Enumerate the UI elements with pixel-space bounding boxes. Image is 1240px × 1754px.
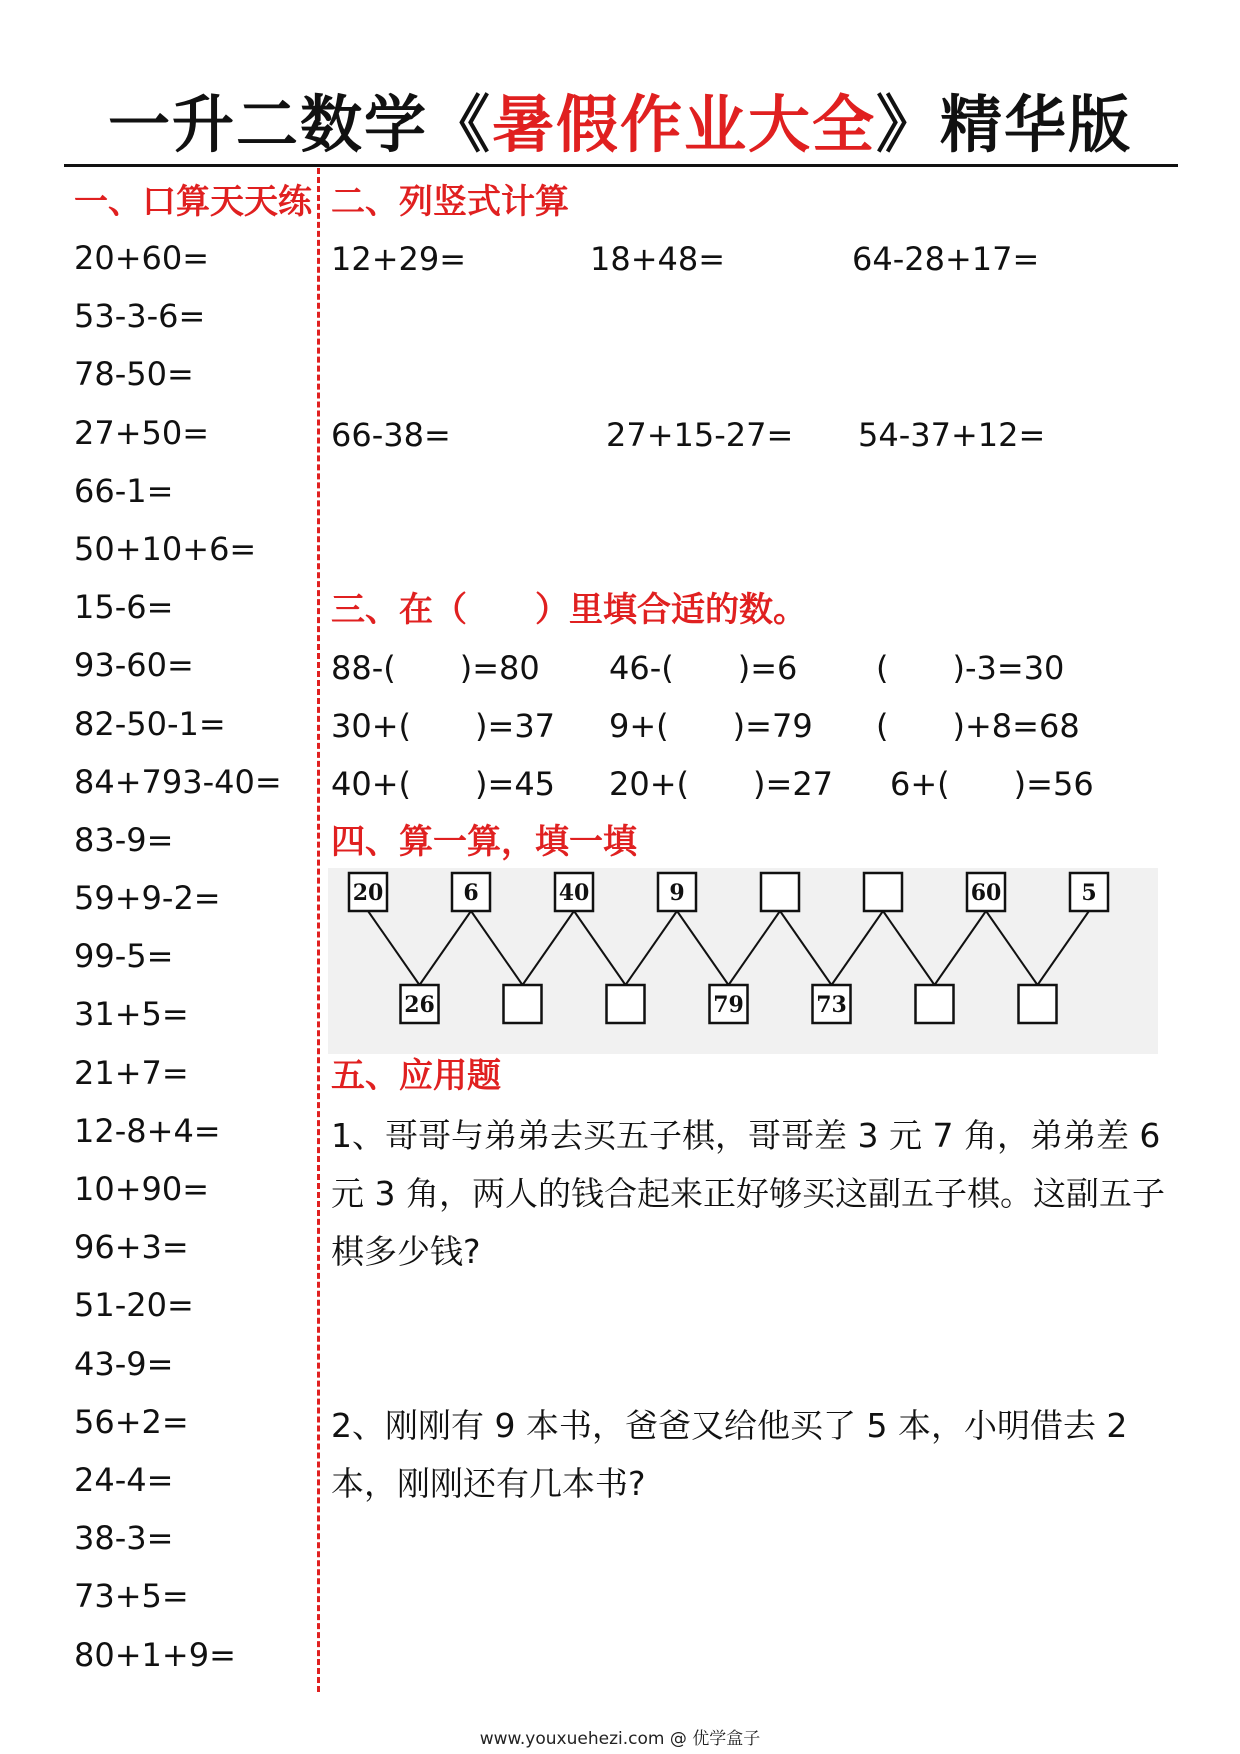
vertical-calc-item: 66-38=: [331, 416, 451, 454]
top-box: [349, 873, 387, 911]
mental-math-list: [74, 238, 282, 1693]
list-item: 38-3=: [74, 1519, 174, 1558]
connector-line: [574, 911, 626, 985]
top-box: [967, 873, 1005, 911]
number-box: [864, 873, 902, 911]
bottom-box: [401, 985, 439, 1023]
connector-line: [368, 911, 420, 985]
section2-heading: 二、列竖式计算: [331, 182, 569, 222]
list-item: 50+10+6=: [74, 529, 257, 568]
title-suffix: 》精华版: [876, 88, 1133, 161]
fill-blank-item: 20+( )=27: [609, 765, 834, 803]
number-box: [761, 873, 799, 911]
list-item: 10+90=: [74, 1170, 210, 1208]
connector-line: [471, 911, 523, 985]
fill-blank-item: ( )-3=30: [876, 649, 1065, 687]
list-item: 96+3=: [74, 1228, 189, 1267]
number-box: [1019, 985, 1057, 1023]
list-item: 20+60=: [74, 239, 210, 277]
fill-blank-item: 46-( )=6: [609, 649, 798, 687]
connector-line: [986, 911, 1038, 985]
fill-blank-item: 6+( )=56: [890, 765, 1094, 803]
list-item: 83-9=: [74, 820, 174, 859]
list-item: 78-50=: [74, 355, 194, 394]
top-box: [658, 873, 696, 911]
list-item: 99-5=: [74, 937, 174, 976]
connector-line: [677, 911, 729, 985]
list-item: 59+9-2=: [74, 879, 221, 918]
column-divider: [317, 168, 320, 1692]
list-item: 80+1+9=: [74, 1635, 236, 1674]
section4-heading: 四、算一算，填一填: [331, 822, 637, 862]
section1-heading: 一、口算天天练: [74, 182, 312, 222]
box-value: 26: [404, 992, 435, 1018]
list-item: 12-8+4=: [74, 1111, 221, 1150]
fill-blank-item: ( )+8=68: [876, 707, 1080, 745]
vertical-calc-item: 12+29=: [331, 240, 467, 278]
number-box: [607, 985, 645, 1023]
list-item: 15-6=: [74, 588, 174, 627]
list-item: 24-4=: [74, 1460, 174, 1499]
bottom-box: [710, 985, 748, 1023]
top-box: [1070, 873, 1108, 911]
top-box: [555, 873, 593, 911]
vertical-calc-item: 27+15-27=: [606, 416, 794, 454]
vertical-calc-item: 18+48=: [590, 240, 726, 278]
vertical-calc-item: 64-28+17=: [852, 240, 1040, 278]
connector-line: [832, 911, 884, 985]
zigzag-svg: [328, 868, 1158, 1054]
box-value: 40: [558, 880, 590, 906]
list-item: 43-9=: [74, 1344, 174, 1383]
fill-blank-item: 9+( )=79: [609, 707, 813, 745]
footer-watermark: www.youxuehezi.com @ 优学盒子: [479, 1729, 761, 1749]
list-item: 31+5=: [74, 995, 189, 1034]
connector-line: [523, 911, 575, 985]
number-box: [504, 985, 542, 1023]
box-value: 73: [816, 992, 847, 1018]
list-item: 56+2=: [74, 1402, 189, 1441]
list-item: 73+5=: [74, 1577, 189, 1616]
page-title: [0, 82, 1240, 168]
connector-line: [729, 911, 781, 985]
connector-line: [935, 911, 987, 985]
list-item: 93-60=: [74, 646, 194, 685]
title-highlight: 暑假作业大全: [491, 88, 876, 161]
bottom-box: [504, 985, 542, 1023]
connector-line: [780, 911, 832, 985]
box-value: 60: [970, 880, 1002, 906]
bottom-box: [1019, 985, 1057, 1023]
fill-blank-item: 88-( )=80: [331, 649, 540, 687]
number-zigzag-diagram: [328, 868, 1158, 1054]
list-item: 27+50=: [74, 413, 210, 452]
list-item: 51-20=: [74, 1286, 194, 1325]
number-box: [916, 985, 954, 1023]
top-box: [452, 873, 490, 911]
connector-line: [626, 911, 678, 985]
bottom-box: [607, 985, 645, 1023]
list-item: 82-50-1=: [74, 704, 226, 743]
box-value: 9: [669, 880, 685, 906]
list-item: 21+7=: [74, 1053, 189, 1092]
connector-line: [420, 911, 472, 985]
box-value: 20: [352, 880, 384, 906]
section3-heading: 三、在（ ）里填合适的数。: [331, 590, 807, 630]
connector-line: [1038, 911, 1090, 985]
box-value: 79: [713, 992, 744, 1018]
bottom-box: [916, 985, 954, 1023]
top-box: [864, 873, 902, 911]
fill-blank-item: 40+( )=45: [331, 765, 556, 803]
word-problem-1: 1、哥哥与弟弟去买五子棋，哥哥差 3 元 7 角，弟弟差 6 元 3 角，两人的钱合起来正好够买这副五子棋。这副五子棋多少钱?: [331, 1116, 1165, 1271]
section5-heading: 五、应用题: [331, 1056, 501, 1096]
title-prefix: 一升二数学《: [107, 88, 492, 161]
fill-blank-item: 30+( )=37: [331, 707, 556, 745]
box-value: 5: [1081, 880, 1097, 906]
bottom-box: [813, 985, 851, 1023]
box-value: 6: [463, 880, 479, 906]
connector-line: [883, 911, 935, 985]
top-box: [761, 873, 799, 911]
list-item: 84+793-40=: [74, 762, 282, 801]
title-underline: [64, 164, 1178, 167]
word-problem-2: 2、刚刚有 9 本书，爸爸又给他买了 5 本，小明借去 2 本，刚刚还有几本书?: [331, 1406, 1128, 1503]
vertical-calc-item: 54-37+12=: [858, 416, 1046, 454]
list-item: 66-1=: [74, 471, 174, 510]
list-item: 53-3-6=: [74, 297, 206, 336]
